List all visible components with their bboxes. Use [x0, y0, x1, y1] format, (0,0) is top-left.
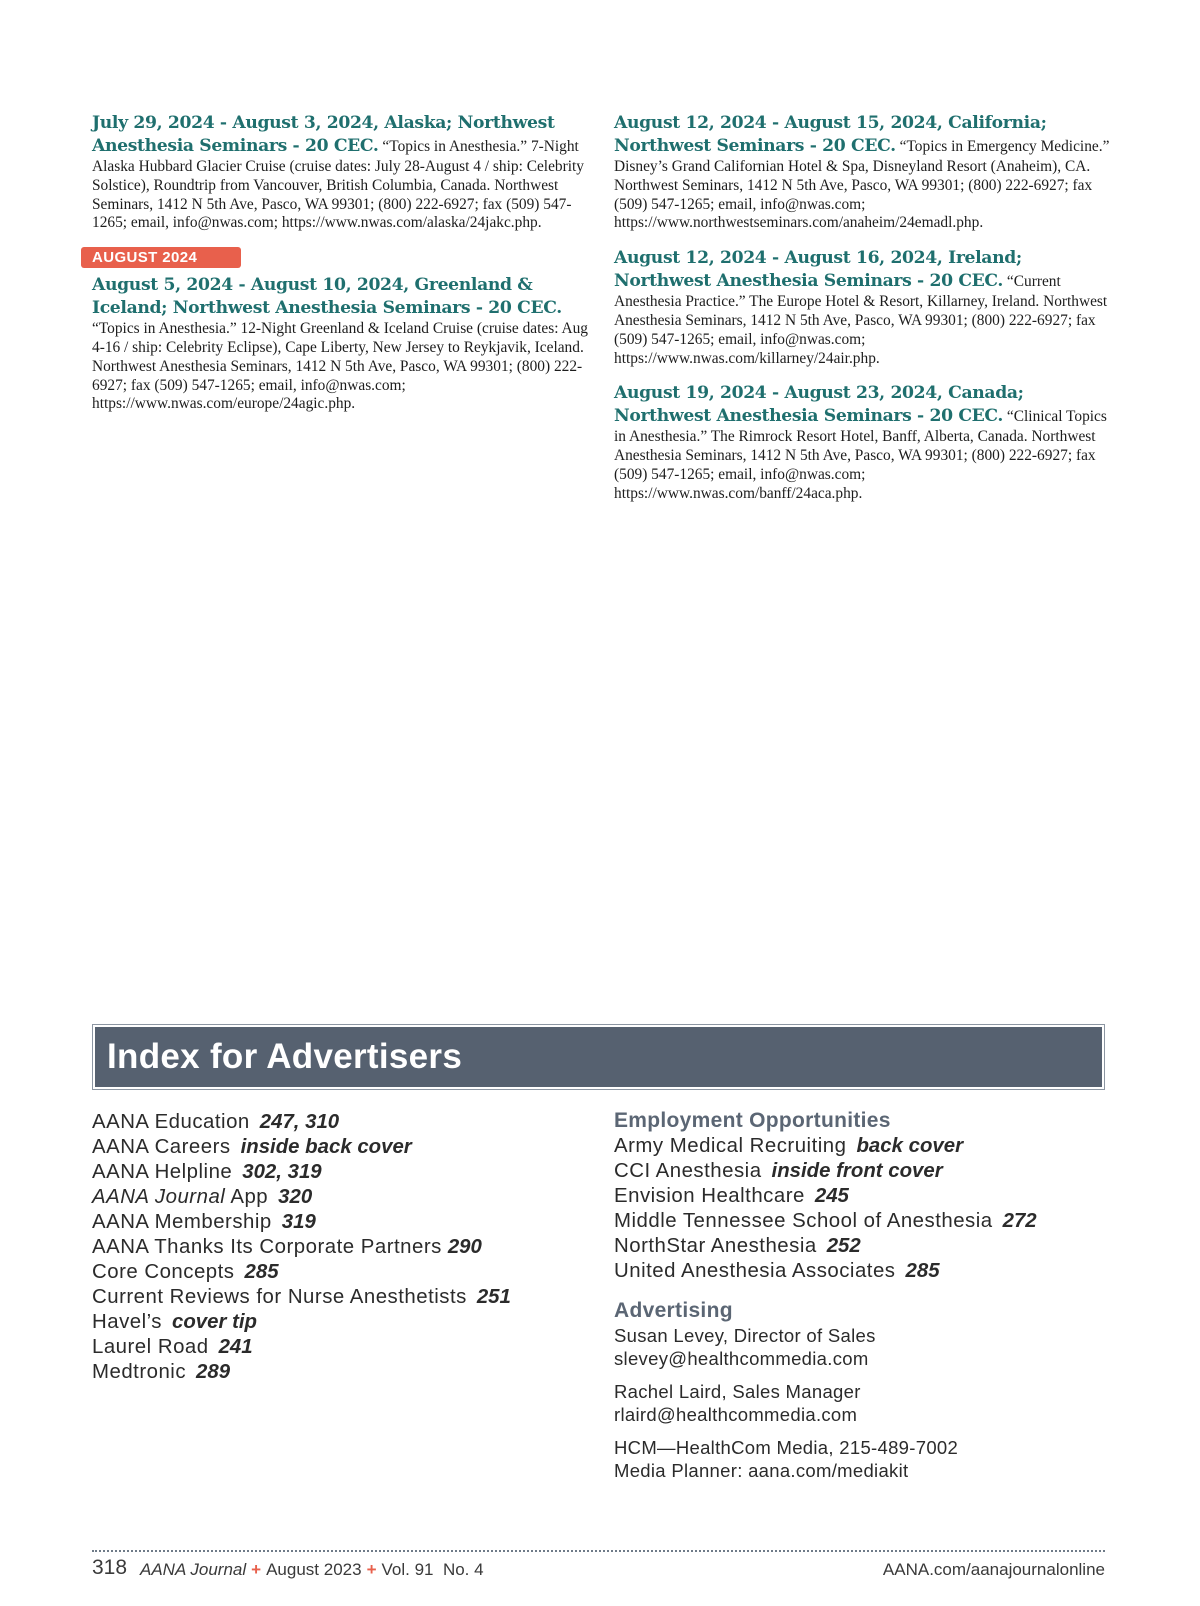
advertiser-name: NorthStar Anesthesia	[614, 1235, 817, 1257]
event-details: “Topics in Emergency Medicine.” Disney’s Grand Californian Hotel & Spa, Disneyland Resort (Anaheim), CA. Northwest Seminars, 1412 N 5th Ave, Pasco, WA 99301; (800) 222-6927; fax (509) 547-1265; email, info@nwas.com; https://www.northwestseminars.com/anaheim/24emadl.php.	[614, 138, 1110, 232]
advertiser-name: Medtronic	[92, 1361, 187, 1383]
list-item	[92, 1210, 582, 1235]
page-ref: 320	[278, 1186, 313, 1208]
list-item	[92, 1160, 582, 1185]
plus-separator: +	[251, 1560, 262, 1579]
issue-date: August 2023	[266, 1560, 362, 1579]
journal-title: AANA Journal	[140, 1560, 247, 1579]
event-details: “Current Anesthesia Practice.” The Europe Hotel & Resort, Killarney, Ireland. Northwest Anesthesia Seminars, 1412 N 5th Ave, Pasco, WA 99301; (800) 222-6927; fax (509) 547-1265; email, info@nwas.com; https://www.nwas.com/killarney/24air.php.	[614, 273, 1108, 367]
list-item	[614, 1134, 1114, 1159]
event-heading: August 12, 2024 - August 16, 2024, Ireland; Northwest Anesthesia Seminars - 20 CEC.	[614, 248, 1022, 292]
event-entry	[614, 247, 1114, 368]
contact-block	[614, 1324, 1114, 1370]
list-item	[614, 1184, 1114, 1209]
page-ref: 289	[196, 1361, 231, 1383]
advertiser-name: Laurel Road	[92, 1336, 209, 1358]
event-heading: August 12, 2024 - August 15, 2024, California; Northwest Seminars - 20 CEC.	[614, 113, 1047, 156]
event-details: “Topics in Anesthesia.” 12-Night Greenland & Iceland Cruise (cruise dates: Aug 4-16 / ship: Celebrity Eclipse), Cape Liberty, New Jersey to Reykjavik, Iceland. Northwest Anesthesia Seminars, 1412 N 5th Ave, Pasco, WA 99301; (800) 222-6927; fax (509) 547-1265; email, info@nwas.com; https://www.nwas.com/europe/24agic.php.	[92, 320, 588, 413]
page-number: 318	[92, 1556, 128, 1579]
advertiser-list	[92, 1110, 582, 1385]
page-ref: 302, 319	[242, 1161, 322, 1183]
page-ref: inside front cover	[771, 1160, 943, 1182]
plus-separator: +	[366, 1560, 377, 1579]
list-item	[92, 1235, 582, 1260]
contact-name: Rachel Laird, Sales Manager	[614, 1381, 861, 1402]
page-ref: inside back cover	[240, 1136, 412, 1158]
event-details: “Topics in Anesthesia.” 7-Night Alaska Hubbard Glacier Cruise (cruise dates: July 28-August 4 / ship: Celebrity Solstice), Roundtrip from Vancouver, British Columbia, Canada. Northwest Seminars, 1412 N 5th Ave, Pasco, WA 99301; (800) 222-6927; fax (509) 547-1265; email, info@nwas.com; https://www.nwas.com/alaska/24jakc.php.	[92, 138, 584, 232]
page-ref: 245	[814, 1185, 849, 1207]
event-heading: August 5, 2024 - August 10, 2024, Greenland & Iceland; Northwest Anesthesia Seminars - 20 CEC.	[92, 275, 562, 319]
advertiser-list-right	[614, 1108, 1114, 1492]
advertiser-name: Core Concepts	[92, 1261, 235, 1283]
contact-email: rlaird@healthcommedia.com	[614, 1404, 858, 1425]
volume: Vol. 91	[381, 1560, 434, 1579]
advertiser-name: AANA Education	[92, 1111, 250, 1133]
page-ref: 272	[1002, 1210, 1037, 1232]
page-ref: 241	[218, 1336, 253, 1358]
list-item	[614, 1259, 1114, 1284]
index-banner	[92, 1024, 1105, 1090]
list-item	[614, 1159, 1114, 1184]
page-ref: 252	[826, 1235, 861, 1257]
month-badge: AUGUST 2024	[81, 247, 241, 268]
page-ref: 247, 310	[259, 1111, 340, 1133]
advertiser-name: CCI Anesthesia	[614, 1160, 762, 1182]
events-right-column	[614, 112, 1114, 518]
advertiser-name: App	[230, 1186, 269, 1208]
page-ref: 319	[281, 1211, 316, 1233]
advertiser-name: Envision Healthcare	[614, 1185, 805, 1207]
index-title: Index for Advertisers	[107, 1037, 463, 1076]
event-heading: July 29, 2024 - August 3, 2024, Alaska; Northwest Anesthesia Seminars - 20 CEC.	[92, 113, 555, 156]
advertiser-name: AANA Thanks Its Corporate Partners	[92, 1236, 442, 1258]
event-entry	[92, 112, 588, 233]
event-entry	[614, 112, 1114, 233]
contact-email: slevey@healthcommedia.com	[614, 1348, 869, 1369]
advertiser-name: AANA Helpline	[92, 1161, 233, 1183]
event-entry	[614, 382, 1114, 503]
list-item	[92, 1260, 582, 1285]
contact-company: HCM—HealthCom Media, 215-489-7002	[614, 1437, 959, 1458]
page-ref: 251	[476, 1286, 511, 1308]
employment-heading: Employment Opportunities	[614, 1109, 891, 1132]
advertiser-name: Middle Tennessee School of Anesthesia	[614, 1210, 993, 1232]
advertising-heading: Advertising	[614, 1299, 733, 1322]
journal-info	[140, 1560, 484, 1580]
page-footer	[92, 1556, 1105, 1584]
advertiser-name: AANA Membership	[92, 1211, 272, 1233]
list-item	[92, 1185, 582, 1210]
advertiser-name: Havel’s	[92, 1311, 162, 1333]
event-heading: August 19, 2024 - August 23, 2024, Canada; Northwest Anesthesia Seminars - 20 CEC.	[614, 383, 1024, 427]
advertiser-name: Current Reviews for Nurse Anesthetists	[92, 1286, 467, 1308]
list-item	[614, 1209, 1114, 1234]
event-details: “Clinical Topics in Anesthesia.” The Rimrock Resort Hotel, Banff, Alberta, Canada. Northwest Anesthesia Seminars, 1412 N 5th Ave, Pasco, WA 99301; (800) 222-6927; fax (509) 547-1265; email, info@nwas.com; https://www.nwas.com/banff/24aca.php.	[614, 408, 1107, 502]
list-item	[92, 1310, 582, 1335]
event-entry	[92, 274, 588, 414]
list-item	[92, 1135, 582, 1160]
journal-url: AANA.com/aanajournalonline	[882, 1560, 1105, 1579]
page-ref: 290	[447, 1236, 482, 1258]
list-item	[92, 1335, 582, 1360]
issue-number: No. 4	[442, 1560, 484, 1579]
advertiser-name: AANA Careers	[92, 1136, 231, 1158]
page-ref: 285	[905, 1260, 940, 1282]
contact-name: Susan Levey, Director of Sales	[614, 1325, 876, 1346]
list-item	[92, 1360, 582, 1385]
events-left-column	[92, 112, 588, 428]
advertiser-name: United Anesthesia Associates	[614, 1260, 896, 1282]
journal-name: AANA Journal	[92, 1186, 226, 1208]
page-ref: 285	[244, 1261, 279, 1283]
list-item	[614, 1234, 1114, 1259]
advertiser-name: Army Medical Recruiting	[614, 1135, 847, 1157]
contact-block	[614, 1380, 1114, 1426]
contact-block	[614, 1436, 1114, 1482]
page-ref: cover tip	[172, 1311, 257, 1333]
contact-media-planner: Media Planner: aana.com/mediakit	[614, 1460, 909, 1481]
page-ref: back cover	[856, 1135, 964, 1157]
footer-divider	[92, 1550, 1105, 1552]
list-item	[92, 1285, 582, 1310]
list-item	[92, 1110, 582, 1135]
